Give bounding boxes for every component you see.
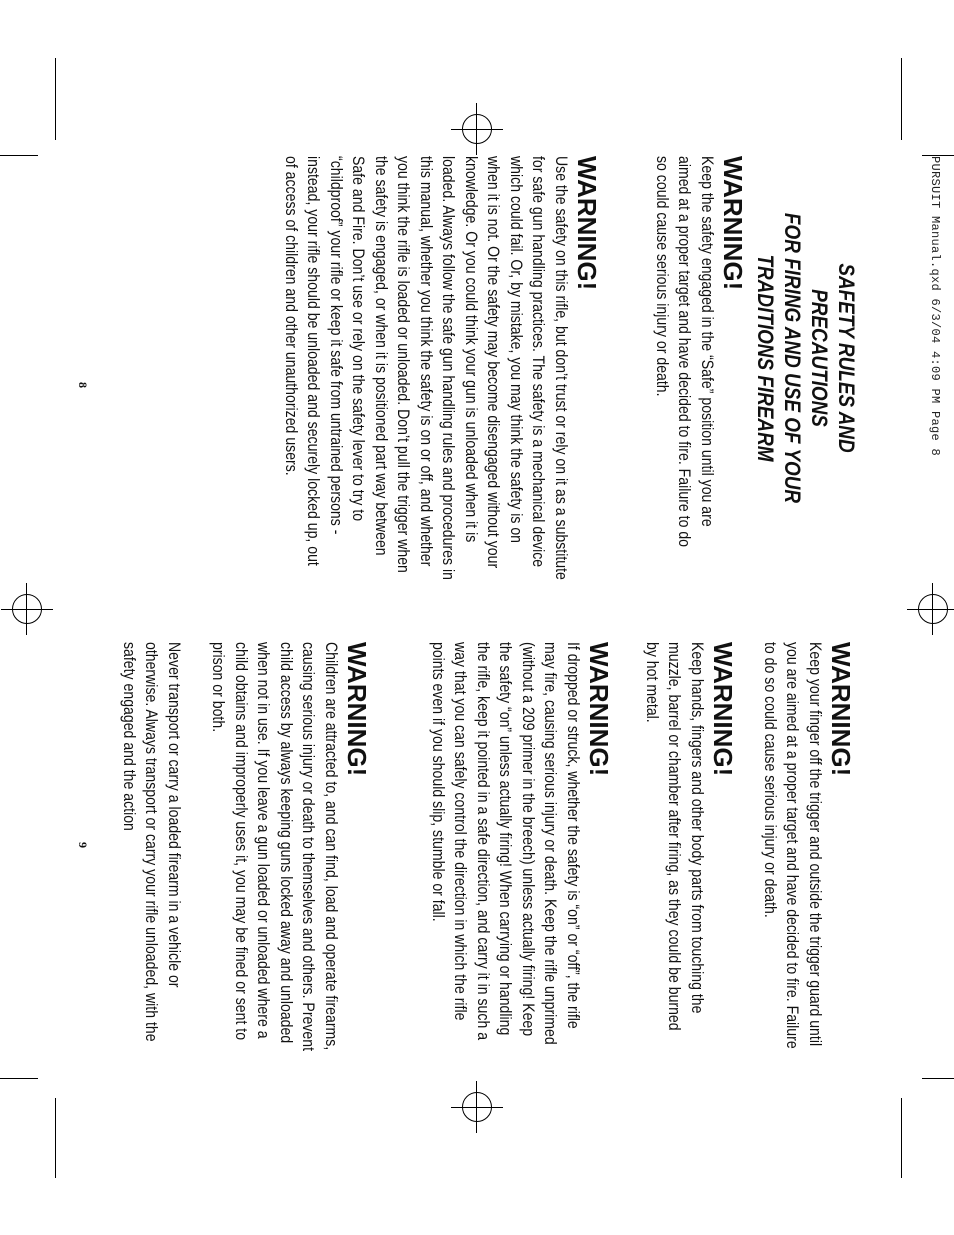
print-slug: PURSUIT Manual.qxd 6/3/04 4:09 PM Page 8 <box>928 156 942 457</box>
right-page-warning-4 <box>118 642 373 1054</box>
crop-mark <box>901 1098 902 1178</box>
crop-mark <box>901 58 902 140</box>
warning-heading: WARNING! <box>826 642 856 777</box>
page-number-9: 9 <box>76 842 90 848</box>
registration-mark-top <box>918 594 948 624</box>
left-page-header <box>752 188 860 528</box>
registration-mark-bottom <box>12 594 42 624</box>
registration-mark-right <box>462 1092 492 1122</box>
crop-mark <box>0 155 38 156</box>
paragraph: Never transport or carry a loaded firearm in a vehicle or otherwise. Always transport or carry your rifle unloaded, with the safety engaged and the action <box>120 642 183 1042</box>
warning-heading: WARNING! <box>584 642 614 777</box>
left-page-warning-2 <box>280 156 603 581</box>
warning-heading: WARNING! <box>708 642 738 777</box>
warning-heading: WARNING! <box>572 156 602 291</box>
paragraph: Keep the safety engaged in the “Safe” position until you are aimed at a proper target and have decided to fire. Failure to do so could cause serious injury or death. <box>653 156 716 548</box>
paragraph: If dropped or struck, whether the safety is “on” or “off”, the rifle may fire, causing serious injury or death. Keep the rifle unprimed (without a 209 primer in the breech) unless actually firing! Keep the safety “on” unless actually firing! When carrying or handling the rifle, keep it pointed in a safe direction, and carry it in such a way that you can safely control the direction in which the rifle points even if you should slip, stumble or fall. <box>429 642 582 1045</box>
right-page-warning-1 <box>759 642 857 1050</box>
title-line-1: SAFETY RULES AND PRECAUTIONS <box>807 263 859 453</box>
warning-heading: WARNING! <box>342 642 372 777</box>
right-page-warning-3 <box>427 642 615 1054</box>
title-line-2: FOR FIRING AND USE OF YOUR <box>780 212 805 504</box>
title-line-3: TRADITIONS FIREARM <box>753 254 778 462</box>
paragraph: Keep hands, fingers and other body parts from touching the muzzle, barrel or chamber after firing, as they could be burned by hot metal. <box>643 642 706 1031</box>
crop-mark <box>0 1078 38 1079</box>
crop-mark <box>55 1098 56 1178</box>
paragraph: Use the safety on this rifle, but don’t trust or rely on it as a substitute for safe gun handling practices. The safety is a mechanical device which could fail. Or, by mistake, you may think the safety is on when it is not. Or the safety may become disengaged without your knowledge. Or you could think your gun is unloaded when it is loaded. Always follow the safe gun handling rules and procedures in this manual, whether you think the safety is on or off, and whether you think the rifle is loaded or unloaded. Don’t pull the trigger when the safety is engaged, or when it is positioned part way between Safe and Fire. Don’t use or rely on the safety lever to try to “childproof” your rifle or keep it safe from untrained persons - instead, your rifle should be unloaded and securely locked up, out of access of children and other unauthorized users. <box>282 156 570 580</box>
registration-mark-left <box>462 114 492 144</box>
right-page-warning-2 <box>641 642 739 1050</box>
crop-mark <box>922 1078 954 1079</box>
page-number-8: 8 <box>76 382 90 388</box>
left-page-warning-1 <box>651 156 749 551</box>
warning-heading: WARNING! <box>718 156 748 291</box>
paragraph: Keep your finger off the trigger and outside the trigger guard until you are aimed at a proper target and have decided to fire. Failure to do so could cause serious injury or death. <box>761 642 824 1049</box>
crop-mark <box>55 58 56 140</box>
paragraph: Children are attracted to, and can find, load and operate firearms, causing serious injury or death to themselves and others. Prevent child access by always keeping guns locked away and unloaded when not in use. If you leave a gun loaded or unloaded where a child obtains and improperly uses it, you may be fined or sent to prison or both. <box>209 642 340 1052</box>
crop-mark <box>922 155 954 156</box>
